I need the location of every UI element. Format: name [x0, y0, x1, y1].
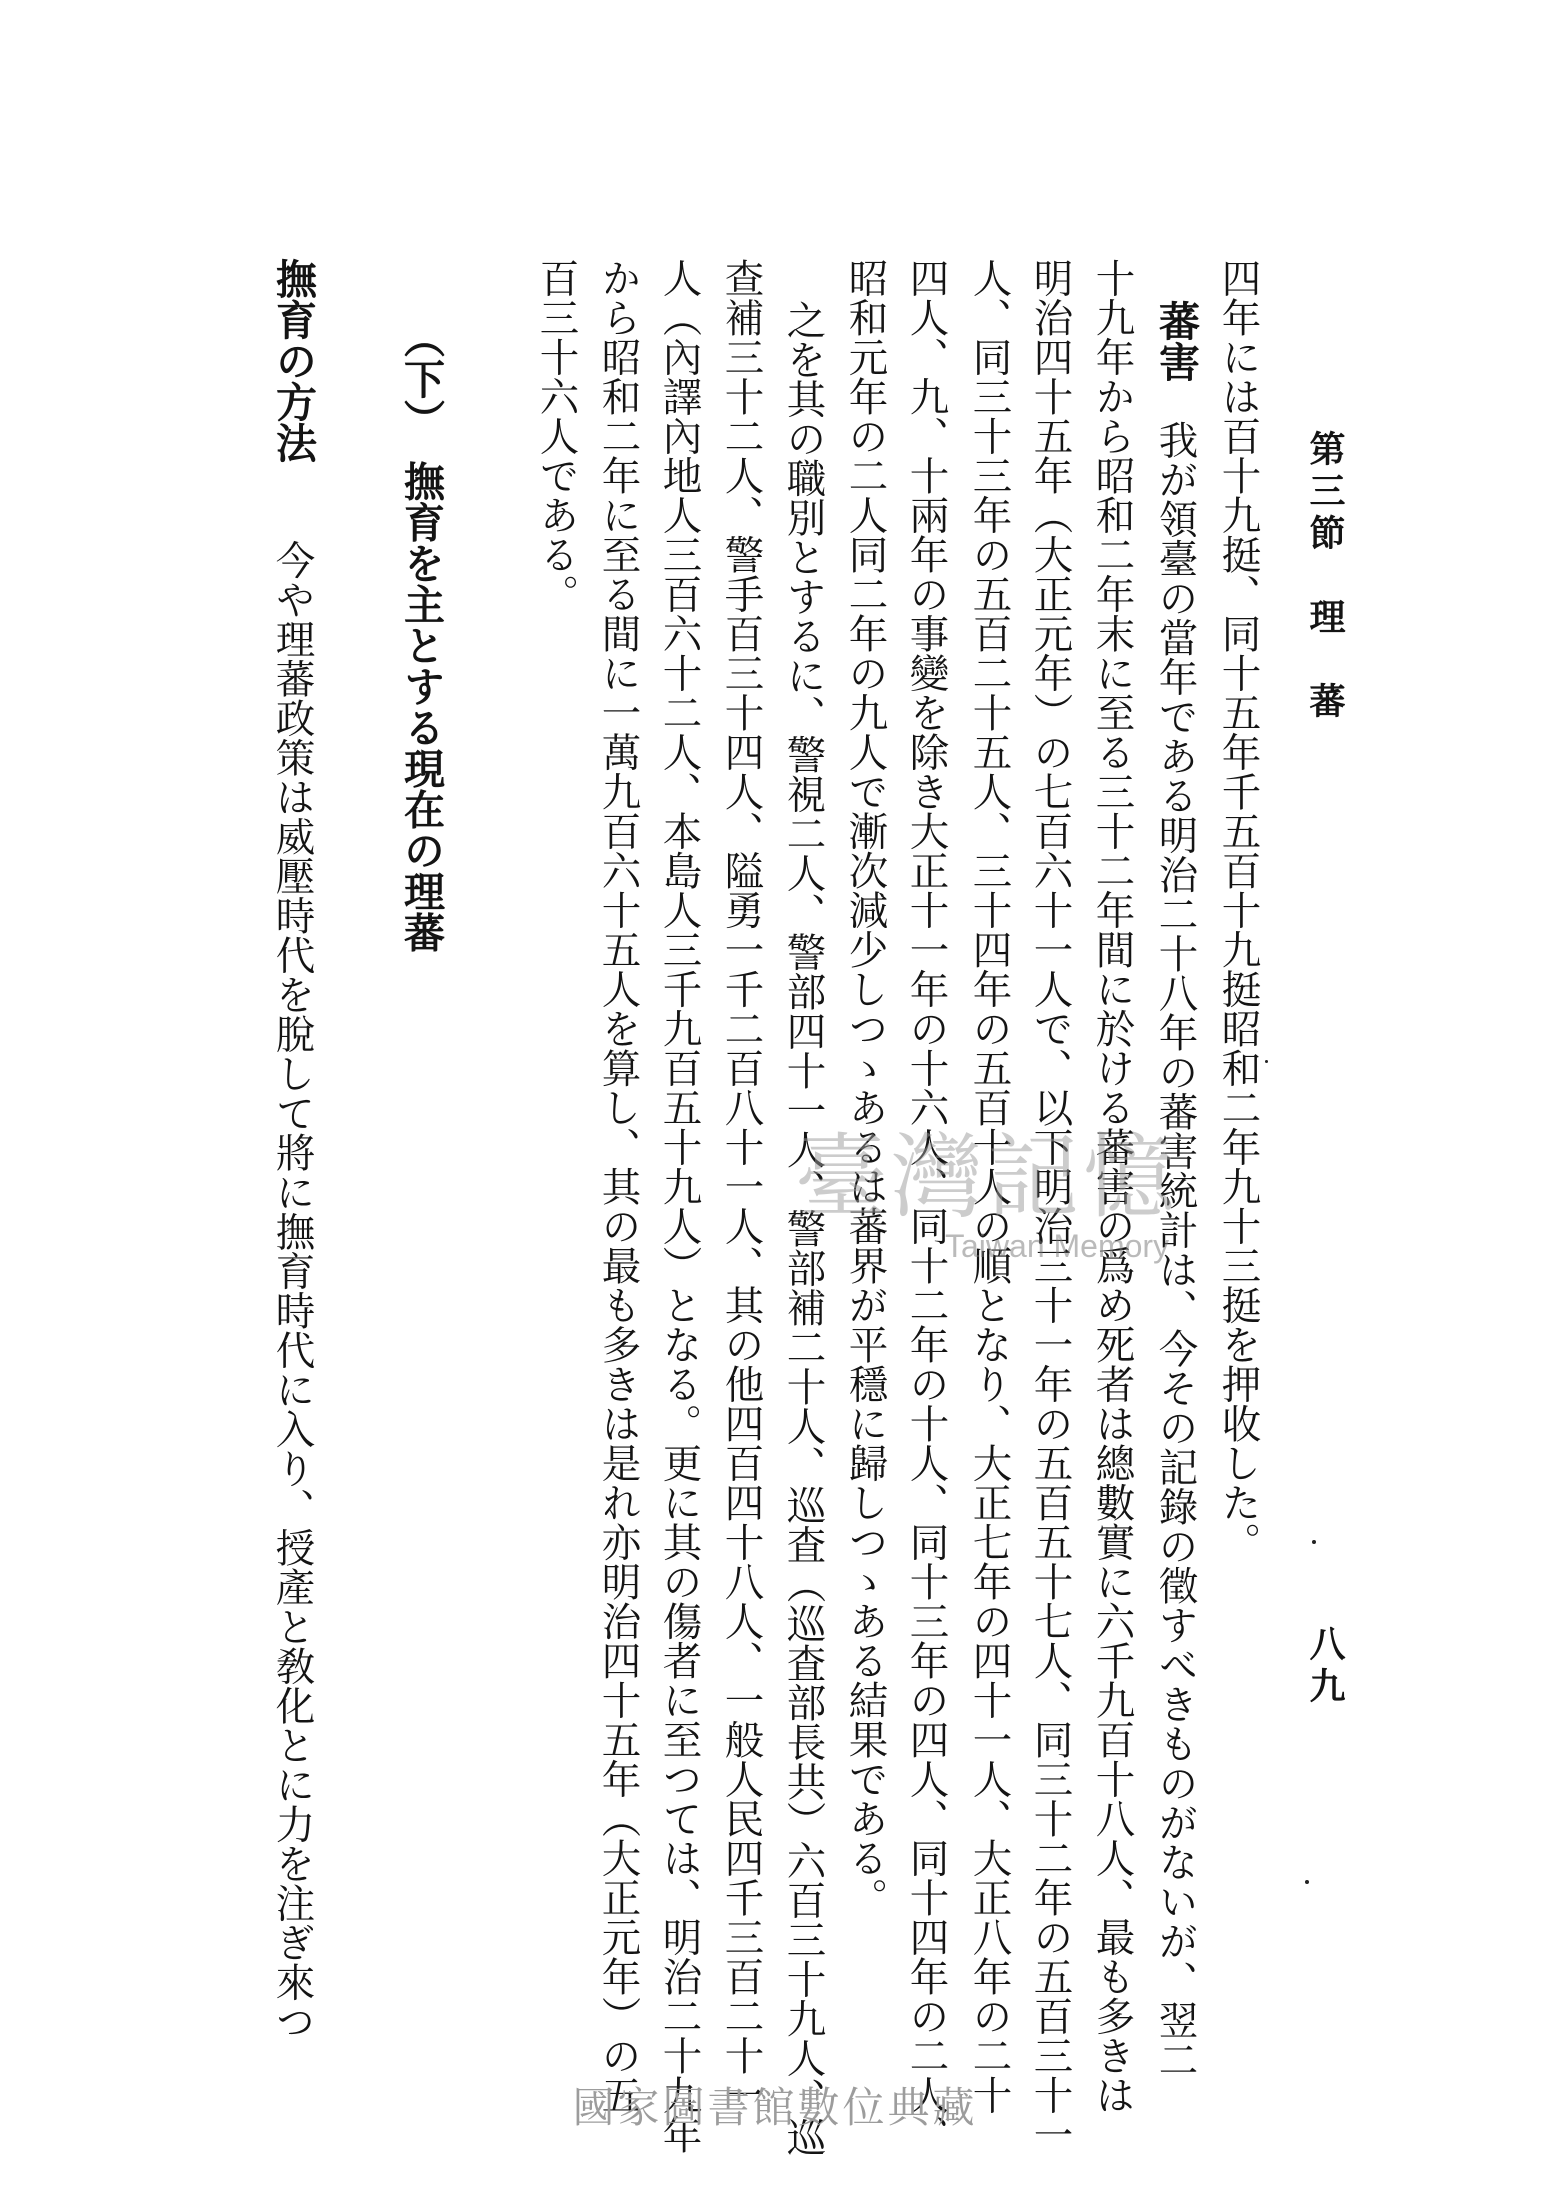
text-column-9: 查補三十二人、警手百三十四人、隘勇一千二百八十一人、其の他四百四十八人、一般人民四千三百二十一	[718, 258, 765, 2115]
text-column-last: 今や理蕃政策は威壓時代を脫して將に撫育時代に入り、授產と敎化とに力を注ぎ來つ	[269, 540, 316, 2041]
text-column-12: 百三十六人である。	[533, 258, 580, 614]
text-column-6: 四人、九、十兩年の事變を除き大正十一年の十六人、同十二年の十人、同十三年の四人、同十四年の二人、	[903, 258, 950, 2154]
section-heading-banhai: 蕃害	[1152, 300, 1200, 382]
text-column-2: 我が領臺の當年である明治二十八年の蕃害統計は、今その記錄の徵すべきものがないが、翌二	[1152, 420, 1199, 2079]
paragraph-heading-method: 撫育の方法	[269, 258, 317, 463]
watermark-text: 臺灣記憶	[795, 1124, 1180, 1231]
text-column-7: 昭和元年の二人同二年の九人で漸次減少しつゝあるは蕃界が平穩に歸しつゝある結果である。	[842, 258, 889, 1917]
print-speck	[1265, 1060, 1268, 1063]
text-column-5: 人、同三十三年の五百二十五人、三十四年の五百十人の順となり、大正七年の四十一人、大正八年の二十	[966, 258, 1013, 2115]
print-speck	[1305, 1880, 1309, 1884]
text-column-10: 人（內譯內地人三百六十二人、本島人三千九百五十九人）となる。更に其の傷者に至つては、明治二十九年	[656, 258, 703, 2154]
subsection-heading: （下） 撫育を主とする現在の理蕃	[397, 317, 445, 953]
watermark-subtext: Taiwan Memory	[945, 1228, 1170, 1264]
text-column-11: から昭和二年に至る間に一萬九百六十五人を算し、其の最も多きは是れ亦明治四十五年（大正元年）の五	[595, 258, 642, 2115]
text-column-3: 十九年から昭和二年末に至る三十二年間に於ける蕃害の爲め死者は總數實に六千九百十八人、最も多きは	[1089, 258, 1136, 2115]
text-column-4: 明治四十五年（大正元年）の七百六十一人で、以下明治三十一年の五百五十七人、同三十二年の五百三十一	[1027, 258, 1074, 2154]
footer-credit: 國家圖書館數位典藏	[572, 2083, 978, 2132]
print-speck	[1312, 1540, 1316, 1544]
page-number: 八九	[1304, 1625, 1345, 1709]
text-column-1: 四年には百十九挺、同十五年千五百十九挺昭和二年九十三挺を押收した。	[1215, 258, 1262, 1562]
section-header: 第三節 理 蕃	[1304, 430, 1345, 724]
text-column-8: 之を其の職別とするに、警視二人、警部四十一人、警部補二十人、巡査（巡査部長共）六百三十九人、巡	[780, 300, 827, 2157]
